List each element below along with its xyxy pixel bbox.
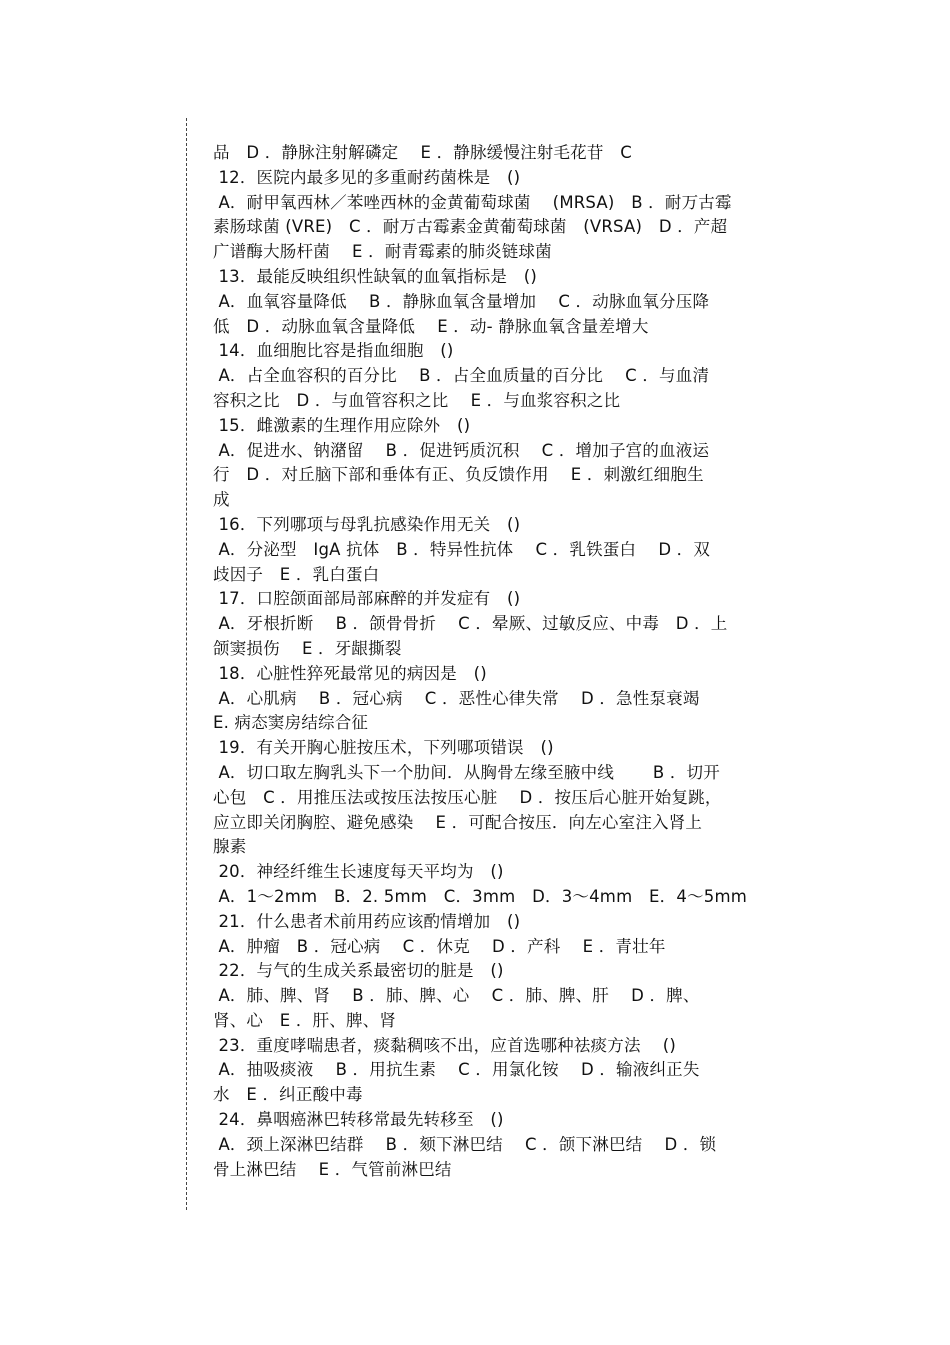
text-line: A．促进水、钠潴留 B ．促进钙质沉积 C ．增加子宫的血液运 [213,440,710,460]
text-line: A．切口取左胸乳头下一个肋间．从胸骨左缘至腋中线 B ．切开 [213,762,720,782]
text-line: 19．有关开胸心脏按压术，下列哪项错误 () [213,738,554,758]
text-line: 15．雌激素的生理作用应除外 () [213,415,471,435]
text-line: 广谱酶大肠杆菌 E ．耐青霉素的肺炎链球菌 [213,242,552,262]
text-line: 成 [213,490,230,510]
text-line: 16．下列哪项与母乳抗感染作用无关 () [213,514,521,534]
text-line: 品 D ．静脉注射解磷定 E ．静脉缓慢注射毛花苷 C [213,143,632,162]
text-line: 21．什么患者术前用药应该酌情增加 () [213,911,521,931]
text-line: A．肺、脾、肾 B ．肺、脾、心 C ．肺、脾、肝 D ．脾、 [213,986,700,1006]
text-line: A．肿瘤 B ．冠心病 C ．休克 D ．产科 E ．青壮年 [213,936,666,956]
text-line: 颌窦损伤 E ．牙龈撕裂 [213,638,402,658]
text-line: A．牙根折断 B ．颌骨骨折 C ．晕厥、过敏反应、中毒 D ．上 [213,614,728,634]
text-line: 应立即关闭胸腔、避免感染 E ．可配合按压．向左心室注入肾上 [213,812,703,832]
margin-dashed-rule [186,118,187,1210]
document-body [213,141,803,1182]
text-line: 14．血细胞比容是指血细胞 () [213,341,454,361]
text-line: 24．鼻咽癌淋巴转移常最先转移至 () [213,1110,504,1130]
text-line: 17．口腔颌面部局部麻醉的并发症有 () [213,589,521,609]
text-line: 23．重度哮喘患者，痰黏稠咳不出，应首选哪种祛痰方法 () [213,1035,677,1055]
text-line: A．1～2mm B．2. 5mm C．3mm D．3～4mm E．4～5mm [213,886,748,906]
text-line: 20．神经纤维生长速度每天平均为 () [213,862,504,882]
text-line: A．颈上深淋巴结群 B ．颏下淋巴结 C ．颌下淋巴结 D ．锁 [213,1134,717,1154]
text-line: 腺素 [213,837,247,857]
text-line: A．耐甲氧西林／苯唑西林的金黄葡萄球菌 (MRSA) B ．耐万古霉 [213,192,732,212]
text-line: 骨上淋巴结 E ．气管前淋巴结 [213,1159,452,1179]
text-line: 低 D ．动脉血氧含量降低 E ．动- 静脉血氧含量差增大 [213,316,649,336]
text-line: A．抽吸痰液 B ．用抗生素 C ．用氯化铵 D ．输液纠正失 [213,1060,700,1080]
text-line: A．分泌型 IgA 抗体 B ．特异性抗体 C ．乳铁蛋白 D ．双 [213,539,711,559]
text-line: 12．医院内最多见的多重耐药菌株是 () [213,167,521,187]
text-line: A．心肌病 B ．冠心病 C ．恶性心律失常 D ．急性泵衰竭 [213,688,700,708]
text-line: 容积之比 D ．与血管容积之比 E ．与血浆容积之比 [213,390,621,410]
text-line: 水 E ．纠正酸中毒 [213,1085,363,1105]
text-line: 22．与气的生成关系最密切的脏是 () [213,961,504,981]
text-line: 素肠球菌 (VRE) C ．耐万古霉素金黄葡萄球菌 (VRSA) D ．产超 [213,217,728,237]
text-line: A．血氧容量降低 B ．静脉血氧含量增加 C ．动脉血氧分压降 [213,291,710,311]
text-line: 肾、心 E ．肝、脾、肾 [213,1010,397,1030]
text-line: 行 D ．对丘脑下部和垂体有正、负反馈作用 E ．刺激红细胞生 [213,465,704,485]
text-line: 歧因子 E ．乳白蛋白 [213,564,380,584]
text-line: 18．心脏性猝死最常见的病因是 () [213,663,487,683]
text-line: A．占全血容积的百分比 B ．占全血质量的百分比 C ．与血清 [213,366,710,386]
text-line: E. 病态窦房结综合征 [213,713,369,733]
text-line: 13．最能反映组织性缺氧的血氧指标是 () [213,266,538,286]
text-line: 心包 C ．用推压法或按压法按压心脏 D ．按压后心脏开始复跳， [213,787,722,807]
